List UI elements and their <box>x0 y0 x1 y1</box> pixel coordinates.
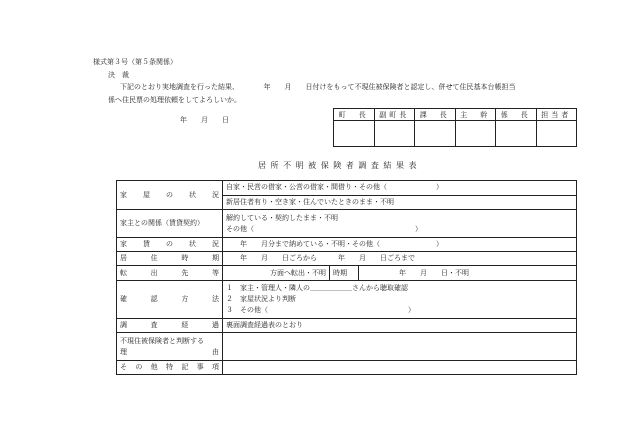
stamp-header-director: 主 幹 <box>455 109 496 121</box>
date-line: 年 月 日 <box>180 116 229 124</box>
body-text-line1: 下記のとおり実地調査を行った結果、 年 月 日付けをもって不現住被保険者と認定し、併せて住民基本台帳担当 <box>120 83 516 91</box>
survey-process-field[interactable]: 裏面調査経過表のとおり <box>223 319 577 333</box>
survey-result-table <box>116 180 577 375</box>
confirm-method-label: 確認方法 <box>117 281 223 319</box>
house-occupancy-options[interactable]: 新居住者有り・空き家・住んでいたときのまま・不明 <box>226 197 394 206</box>
rent-status-field[interactable]: 年 月分まで納めている・不明・その他（ ） <box>223 238 577 252</box>
moveout-time-field[interactable]: 年 月 日・不明 <box>359 266 577 280</box>
judgment-reason-label-right: 由 <box>212 347 219 356</box>
other-notes-label: その他特記事項 <box>117 361 223 375</box>
stamp-header-mayor: 町 長 <box>334 109 375 121</box>
stamp-box-staff[interactable] <box>536 121 577 147</box>
survey-process-label: 調査経過 <box>117 319 223 333</box>
residence-period-field[interactable]: 年 月 日ごろから 年 月 日ごろまで <box>223 252 577 266</box>
judgment-reason-field[interactable] <box>223 333 577 361</box>
moveout-destination-field[interactable]: 方面へ転出・不明 <box>270 268 326 277</box>
judgment-reason-label <box>117 333 223 361</box>
landlord-relation-cell[interactable] <box>223 210 577 238</box>
stamp-box-director[interactable] <box>455 121 496 147</box>
judgment-reason-label-left: 理 <box>120 347 127 356</box>
approval-stamp-table <box>333 108 577 147</box>
stamp-header-deputy-mayor: 副町長 <box>374 109 415 121</box>
form-number: 様式第３号（第５条関係） <box>93 58 177 66</box>
body-text-line2: 係へ住民票の処理依頼をしてよろしいか。 <box>108 96 241 104</box>
house-status-cell <box>223 181 577 210</box>
moveout-time-label: 時期 <box>330 266 359 280</box>
result-title: 居 所 不 明 被 保 険 者 調 査 結 果 表 <box>258 161 418 170</box>
moveout-cell <box>223 266 577 281</box>
house-status-label: 家屋の状況 <box>117 181 223 210</box>
residence-period-label: 居住時期 <box>117 252 223 266</box>
confirm-method-cell[interactable] <box>223 281 577 319</box>
rent-status-label: 家賃の状況 <box>117 238 223 252</box>
confirm-method-option-1: １ 家主・管理人・隣人の＿＿＿＿＿＿さんから聴取確認 <box>226 284 408 292</box>
house-status-options[interactable]: 自家・民営の借家・公営の借家・間借り・その他（ ） <box>223 181 576 195</box>
stamp-header-section-chief: 課 長 <box>415 109 456 121</box>
judgment-reason-label-line2 <box>120 347 219 358</box>
stamp-box-mayor[interactable] <box>334 121 375 147</box>
confirm-method-option-2: ２ 家屋状況より判断 <box>226 295 296 303</box>
stamp-header-staff: 担当者 <box>536 109 577 121</box>
moveout-destination-label: 転出先等 <box>117 266 223 281</box>
stamp-box-section-chief[interactable] <box>415 121 456 147</box>
stamp-box-unit-chief[interactable] <box>496 121 537 147</box>
stamp-box-deputy-mayor[interactable] <box>374 121 415 147</box>
landlord-contract-options: 解約している・契約したまま・不明 <box>226 213 338 222</box>
confirm-method-option-3: ３ その他（ ） <box>226 306 415 314</box>
stamp-header-unit-chief: 係 長 <box>496 109 537 121</box>
decision-label: 決 裁 <box>108 71 129 79</box>
landlord-other-field: その他（ ） <box>226 224 422 233</box>
judgment-reason-label-line1: 不現住被保険者と判断する <box>120 336 204 345</box>
other-notes-field[interactable] <box>223 361 577 375</box>
landlord-relation-label: 家主との関係（賃貸契約） <box>117 210 223 238</box>
